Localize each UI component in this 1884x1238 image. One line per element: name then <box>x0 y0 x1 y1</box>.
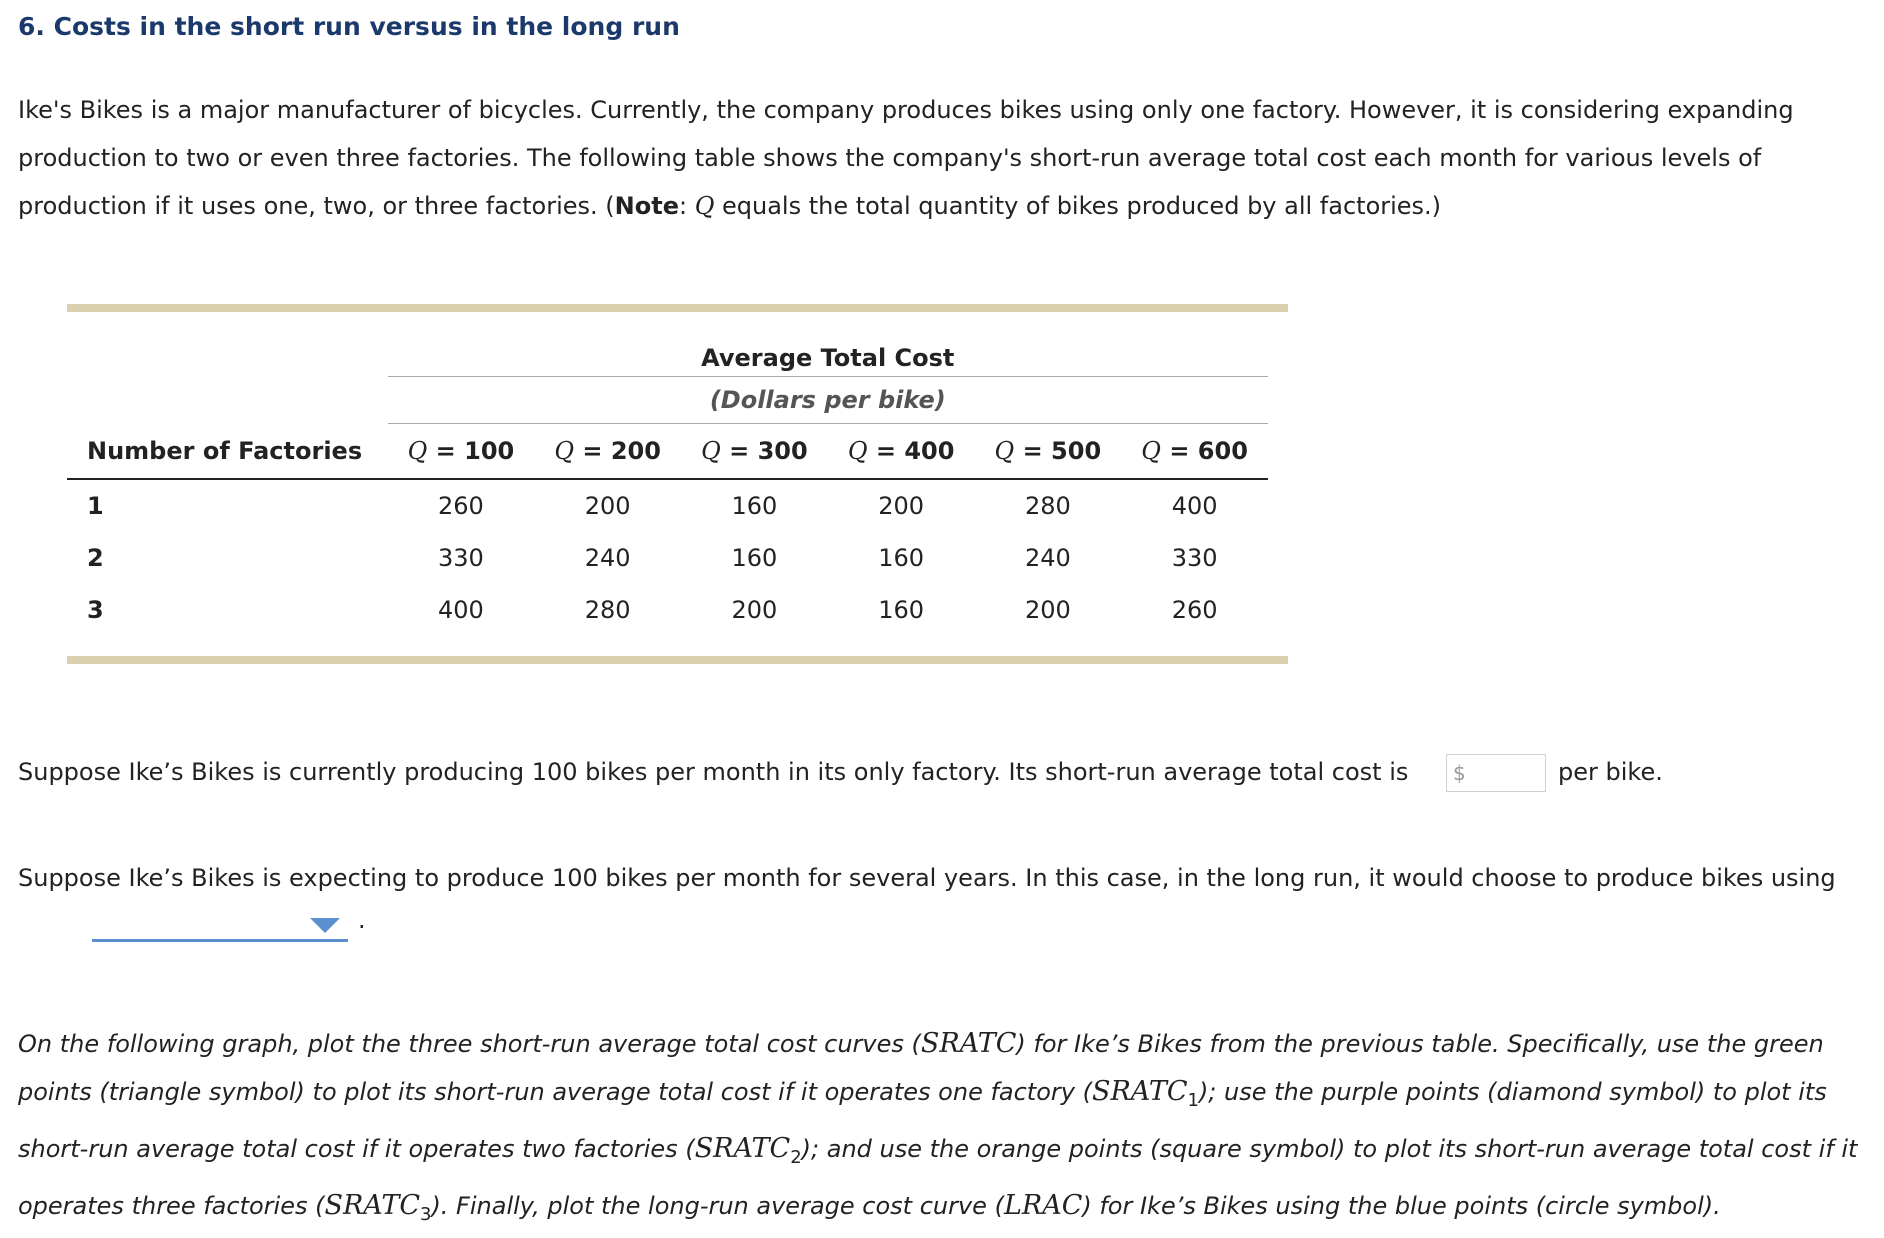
col-header-label: = 500 <box>1014 437 1102 465</box>
q3-text: On the following graph, plot the three short-run average total cost curves ( <box>18 1030 921 1058</box>
table-cell: 330 <box>1171 544 1218 572</box>
col-q-symbol: Q <box>847 437 868 465</box>
table-cell: 240 <box>1024 544 1071 572</box>
col-header-q400 <box>828 424 975 480</box>
col-q-symbol: Q <box>407 437 428 465</box>
section-title: 6. Costs in the short run versus in the long run <box>18 12 680 41</box>
table-bottom-bar <box>67 656 1288 664</box>
q3-text: ) for Ike’s Bikes using the blue points (circle symbol). <box>1082 1191 1721 1220</box>
subscript: 2 <box>790 1146 802 1168</box>
table-spacer <box>67 377 388 424</box>
table-cell: 400 <box>1171 492 1218 520</box>
table-cell: 260 <box>438 492 484 520</box>
average-total-cost-table <box>67 304 1288 664</box>
col-q-symbol: Q <box>1141 437 1161 465</box>
q3-text: ) for Ike’s Bikes from the previous table. Specifically, use the green points (triangle symbol) to plot its short-run average total cost if it operates one factory ( <box>18 1030 1824 1106</box>
column-header-row <box>67 424 1268 480</box>
lrac-term: LRAC <box>1003 1189 1083 1221</box>
sratc-term: SRATC <box>920 1028 1017 1059</box>
table-cell: 330 <box>438 544 484 572</box>
factory-count-select[interactable] <box>92 912 348 942</box>
cost-table <box>67 312 1268 636</box>
q-symbol: Q <box>694 192 715 220</box>
row-label-factories: 1 <box>87 492 104 520</box>
col-q-symbol: Q <box>554 437 575 465</box>
note-label: Note <box>614 192 679 220</box>
table-row <box>67 479 1268 532</box>
q3-text: ); use the purple points (diamond symbol) to plot its short-run average total cost if it operates two factories ( <box>18 1078 1827 1163</box>
table-cell: 400 <box>438 596 484 624</box>
sratc1-term: SRATC <box>1091 1076 1188 1107</box>
intro-text-1: Ike's Bikes is a major manufacturer of bicycles. Currently, the company produces bikes using only one factory. However, it is considering expanding production to two or even three factories. The following table shows the company's short-run average total cost each month for various levels of production if it uses one, two, or three factories. ( <box>18 96 1794 220</box>
table-cell: 280 <box>1024 492 1071 520</box>
col-header-q600 <box>1121 424 1268 480</box>
table-cell: 200 <box>731 596 778 624</box>
table-row <box>67 532 1268 584</box>
intro-paragraph <box>18 86 1838 230</box>
table-cell: 200 <box>878 492 925 520</box>
row-label-factories: 3 <box>87 596 104 624</box>
table-row <box>67 584 1268 636</box>
table-span-title: Average Total Cost <box>388 312 1268 377</box>
sratc3-term: SRATC <box>324 1189 420 1221</box>
col-header-q300 <box>681 424 828 480</box>
table-cell: 200 <box>584 492 631 520</box>
intro-text-2: equals the total quantity of bikes produced by all factories.) <box>714 192 1442 220</box>
col-header-q100 <box>388 424 535 480</box>
col-q-symbol: Q <box>701 437 721 465</box>
table-span-subtitle: (Dollars per bike) <box>388 377 1268 424</box>
col-header-label: = 600 <box>1160 437 1248 465</box>
table-cell: 160 <box>731 492 778 520</box>
table-cell: 280 <box>584 596 631 624</box>
table-cell: 160 <box>731 544 778 572</box>
table-cell: 240 <box>584 544 631 572</box>
question-1-text: Suppose Ike’s Bikes is currently producing 100 bikes per month in its only factory. Its short-run average total cost is <box>18 758 1409 786</box>
question-3-instructions <box>18 1020 1868 1238</box>
col-header-q500 <box>974 424 1121 480</box>
col-header-q200 <box>534 424 681 480</box>
table-cell: 160 <box>878 544 925 572</box>
sentence-period: . <box>358 906 366 934</box>
col-header-label: = 400 <box>867 437 955 465</box>
col-q-symbol: Q <box>994 437 1015 465</box>
table-spacer <box>67 312 388 377</box>
table-cell: 260 <box>1171 596 1218 624</box>
col-header-label: = 200 <box>574 437 661 465</box>
table-cell: 160 <box>878 596 925 624</box>
col-header-label: = 100 <box>427 437 515 465</box>
currency-symbol: $ <box>1453 761 1466 785</box>
chevron-down-icon[interactable] <box>310 918 340 933</box>
note-colon: : <box>678 192 695 220</box>
q3-text: ). Finally, plot the long-run average cost curve ( <box>431 1191 1004 1220</box>
sratc2-term: SRATC <box>694 1132 791 1164</box>
table-top-bar <box>67 304 1288 312</box>
question-1-tail: per bike. <box>1558 758 1663 786</box>
col-header-label: = 300 <box>720 437 808 465</box>
average-total-cost-input[interactable] <box>1446 754 1546 792</box>
row-label-factories: 2 <box>87 544 104 572</box>
q3-text: ); and use the orange points (square symbol) to plot its short-run average total cost if it operates three factories ( <box>18 1134 1858 1220</box>
table-cell: 200 <box>1024 596 1071 624</box>
subscript: 3 <box>419 1203 432 1225</box>
row-header-factories: Number of Factories <box>67 424 388 480</box>
question-2-text: Suppose Ike’s Bikes is expecting to produce 100 bikes per month for several years. In this case, in the long run, it would choose to produce bikes using <box>18 864 1836 892</box>
subscript: 1 <box>1187 1089 1199 1111</box>
